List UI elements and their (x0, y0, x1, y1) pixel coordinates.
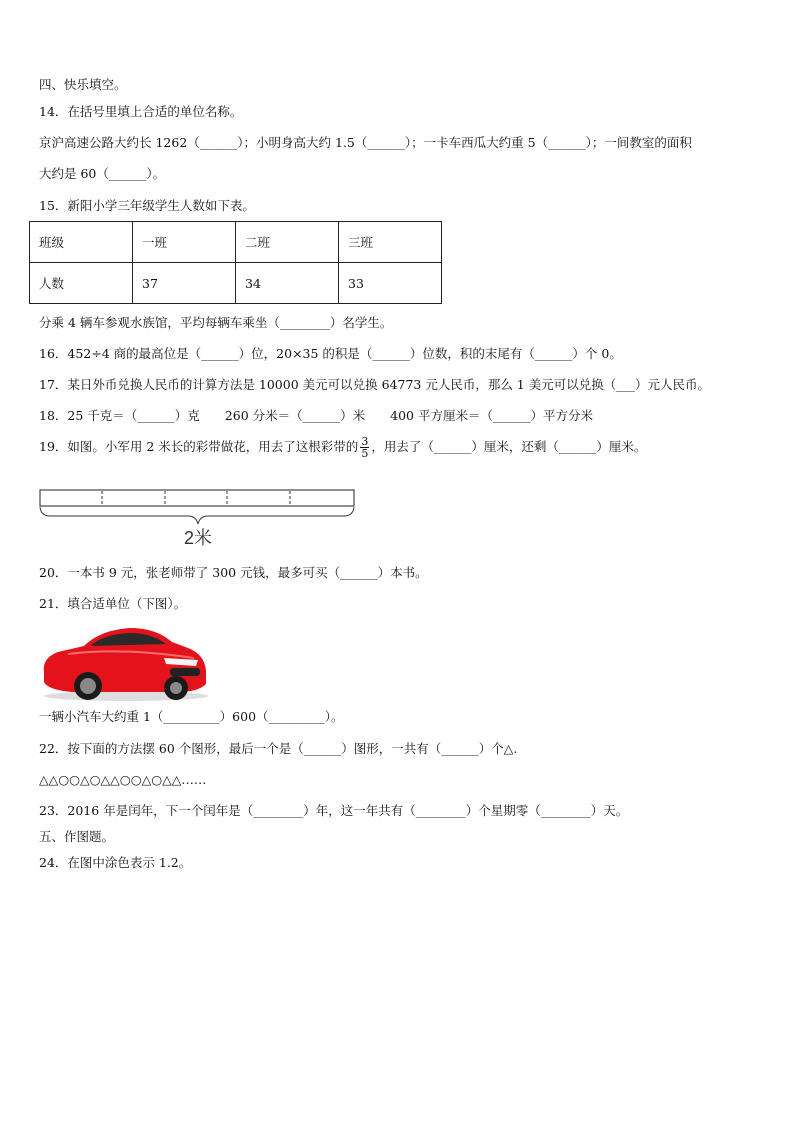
table-cell: 一班 (133, 222, 236, 263)
class-table (29, 221, 442, 304)
table-cell: 人数 (30, 263, 133, 304)
q14-line-1: 京沪高速公路大约长 1262（______）；小明身高大约 1.5（______）；一卡车西瓜大约重 5（______）；一间教室的面积 (39, 135, 692, 150)
q17: 17．某日外币兑换人民币的计算方法是 10000 美元可以兑换 64773 元人民币，那么 1 美元可以兑换（___）元人民币。 (39, 377, 710, 392)
q19 (39, 436, 646, 459)
fraction-numerator: 3 (361, 435, 369, 448)
ribbon-bar (40, 490, 354, 506)
table-row (30, 222, 442, 263)
table-cell: 34 (236, 263, 339, 304)
fraction-denominator: 5 (361, 447, 369, 460)
q15-title: 15．新阳小学三年级学生人数如下表。 (39, 198, 255, 213)
brace-icon (40, 507, 354, 524)
table-row (30, 263, 442, 304)
ribbon-diagram (38, 486, 358, 552)
table-cell: 37 (133, 263, 236, 304)
section-5-title: 五、作图题。 (39, 829, 115, 844)
q14-title: 14．在括号里填上合适的单位名称。 (39, 104, 243, 119)
q22-pattern: △△○○△○△△○○△○△△…… (39, 772, 207, 787)
q24: 24．在图中涂色表示 1.2。 (39, 855, 192, 870)
table-cell: 33 (339, 263, 442, 304)
q19-part-2: ，用去了（______）厘米，还剩（______）厘米。 (371, 439, 647, 454)
q16: 16．452÷4 商的最高位是（______）位，20×35 的积是（______）位数，积的末尾有（______）个 0。 (39, 346, 622, 361)
fraction-three-fifths (360, 436, 369, 459)
q14-line-2: 大约是 60（______）。 (39, 166, 166, 181)
q15-question: 分乘 4 辆车参观水族馆，平均每辆车乘坐（________）名学生。 (39, 315, 393, 330)
q21-question: 一辆小汽车大约重 1（_________）600（_________）。 (39, 709, 344, 724)
section-4-title: 四、快乐填空。 (39, 77, 127, 92)
red-car-image (38, 620, 210, 702)
ribbon-length-label: 2米 (183, 528, 213, 548)
q19-part-1: 19．如图。小军用 2 米长的彩带做花，用去了这根彩带的 (39, 439, 359, 454)
table-cell: 三班 (339, 222, 442, 263)
q18: 18．25 千克＝（______）克 260 分米＝（______）米 400 平方厘米＝（______）平方分米 (39, 408, 593, 423)
q23: 23．2016 年是闰年，下一个闰年是（________）年，这一年共有（________）个星期零（________）天。 (39, 803, 629, 818)
table-cell: 班级 (30, 222, 133, 263)
q21-title: 21．填合适单位（下图）。 (39, 596, 187, 611)
table-cell: 二班 (236, 222, 339, 263)
q22-question: 22．按下面的方法摆 60 个图形，最后一个是（______）图形，一共有（______）个△. (39, 741, 518, 756)
q20: 20．一本书 9 元，张老师带了 300 元钱，最多可买（______）本书。 (39, 565, 428, 580)
